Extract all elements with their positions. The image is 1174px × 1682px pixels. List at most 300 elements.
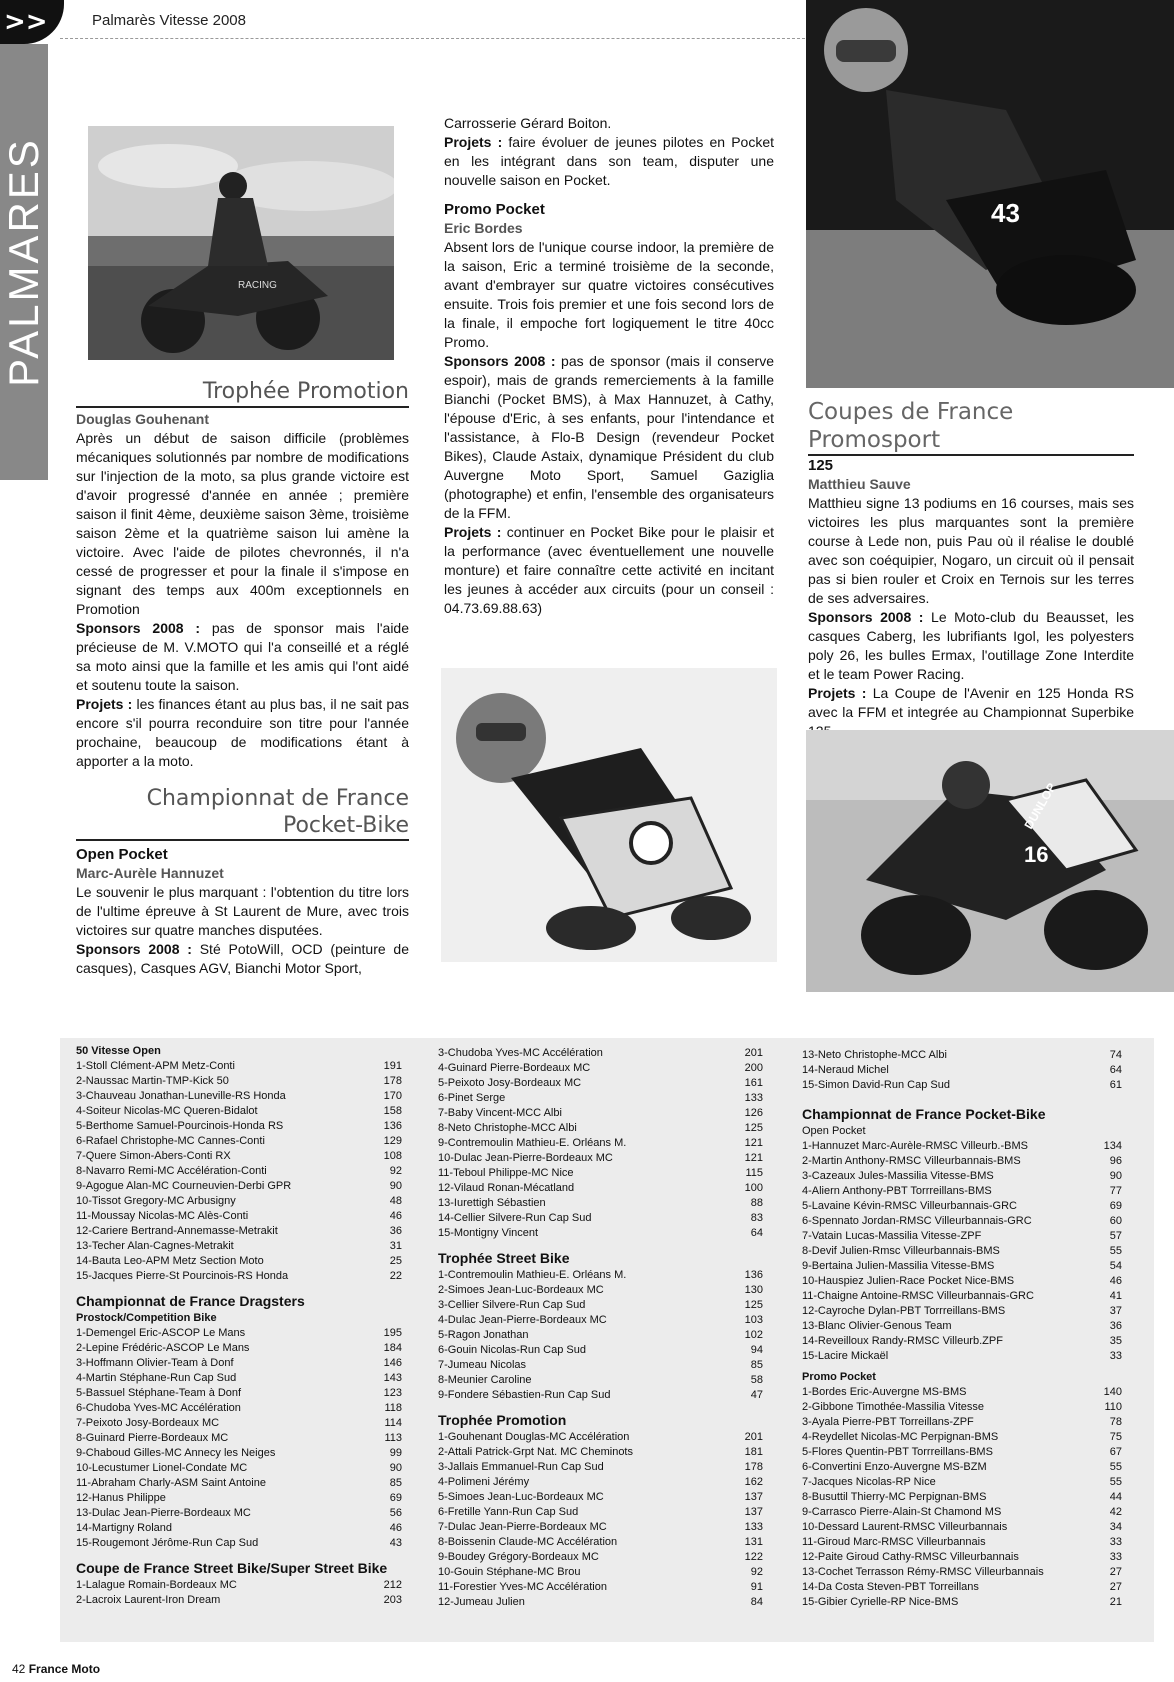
result-row [76, 1239, 402, 1254]
result-name: 11-Abraham Charly-ASM Saint Antoine [76, 1477, 266, 1489]
result-row [438, 1061, 763, 1076]
result-row [438, 1445, 763, 1460]
result-name: 14-Neraud Michel [802, 1064, 889, 1076]
result-points: 47 [750, 1389, 763, 1401]
result-row [438, 1595, 763, 1610]
result-points: 121 [744, 1137, 763, 1149]
result-row [802, 1595, 1122, 1610]
result-row [438, 1106, 763, 1121]
promosport-projets-text: La Coupe de l'Avenir en 125 Honda RS avec la FFM et integrée au Championnat Superbike [808, 685, 1134, 720]
result-points: 146 [383, 1357, 402, 1369]
result-name: 1-Bordes Eric-Auvergne MS-BMS [802, 1386, 967, 1398]
result-points: 64 [1109, 1064, 1122, 1076]
middle-projets2-paragraph [444, 523, 774, 618]
result-row [438, 1211, 763, 1226]
result-points: 33 [1109, 1551, 1122, 1563]
middle-projets-text: faire évoluer de jeunes pilotes en Pocket en les intégrant dans son team, disputer une nouvelle saison en Pocket. [444, 134, 775, 188]
result-points: 103 [744, 1314, 763, 1326]
result-name: 1-Gouhenant Douglas-MC Accélération [438, 1431, 630, 1443]
result-name: 4-Reydellet Nicolas-MC Perpignan-BMS [802, 1431, 999, 1443]
result-name: 14-Martigny Roland [76, 1522, 172, 1534]
result-row [76, 1578, 402, 1593]
result-points: 75 [1109, 1431, 1122, 1443]
result-points: 69 [1109, 1200, 1122, 1212]
result-row [802, 1565, 1122, 1580]
result-row [438, 1283, 763, 1298]
result-name: 6-Rafael Christophe-MC Cannes-Conti [76, 1135, 265, 1147]
promosport-sponsors-text: Le Moto-club du Beausset, les casques Caberg, les lubrifiants Igol, les polyesters poly 26, les bulles Ermax, l'outillage Zone Interdite et le team Power Racing. [808, 609, 1134, 682]
result-name: 12-Paite Giroud Cathy-RMSC Villeurbannais [802, 1551, 1019, 1563]
result-points: 41 [1109, 1290, 1122, 1302]
result-points: 92 [750, 1566, 763, 1578]
result-points: 31 [389, 1240, 402, 1252]
photo-promosport-drawing [806, 0, 1174, 388]
result-name: 2-Lacroix Laurent-Iron Dream [76, 1594, 221, 1606]
result-name: 5-Lavaine Kévin-RMSC Villeurbannais-GRC [802, 1200, 1017, 1212]
middle-sponsors-text: pas de sponsor (mais il conserve espoir), mais de grands remerciements à la famille Bianchi (Pocket BMS), à Max Hannuzet, à Cathy, l'épouse d'Eric, à ses enfants, pour l'intendance et l'assistance, à Flo-B Design (revendeur Pocket Bikes), Claude Astaix, dynamique Président du club Auvergne Moto Sport, Samuel Gaziglia (photographe) et enfin, l'ensemble des organisateurs de la FFM. [444, 353, 775, 521]
result-name: 15-Rougemont Jérôme-Run Cap Sud [76, 1537, 259, 1549]
result-row [802, 1154, 1122, 1169]
result-points: 133 [744, 1521, 763, 1533]
result-points: 61 [1109, 1079, 1122, 1091]
result-points: 46 [1109, 1275, 1122, 1287]
result-name: 7-Baby Vincent-MCC Albi [438, 1107, 562, 1119]
result-name: 9-Boudey Grégory-Bordeaux MC [438, 1551, 599, 1563]
result-points: 140 [1103, 1386, 1122, 1398]
open-pocket-list [802, 1139, 1122, 1364]
result-points: 143 [383, 1372, 402, 1384]
result-name: 8-Busuttil Thierry-MC Perpignan-BMS [802, 1491, 987, 1503]
result-name: 10-Hauspiez Julien-Race Pocket Nice-BMS [802, 1275, 1015, 1287]
result-row [438, 1076, 763, 1091]
result-row [438, 1298, 763, 1313]
trophee-promotion-results-title: Trophée Promotion [438, 1412, 567, 1428]
pocket-bike-results-title: Championnat de France Pocket-Bike [802, 1106, 1046, 1122]
street-bike-continued-list [802, 1048, 1122, 1093]
result-points: 131 [744, 1536, 763, 1548]
trophee-sponsors-paragraph [76, 619, 409, 695]
result-name: 8-Guinard Pierre-Bordeaux MC [76, 1432, 229, 1444]
result-points: 33 [1109, 1536, 1122, 1548]
result-name: 5-Simoes Jean-Luc-Bordeaux MC [438, 1491, 604, 1503]
result-row [802, 1580, 1122, 1595]
dragsters-list [76, 1326, 402, 1551]
photo-promosport-rider [806, 0, 1174, 388]
result-points: 108 [383, 1150, 402, 1162]
result-name: 2-Gibbone Timothée-Massilia Vitesse [802, 1401, 984, 1413]
middle-projets-paragraph [444, 133, 774, 190]
result-row [802, 1349, 1122, 1364]
result-row [76, 1194, 402, 1209]
result-row [76, 1371, 402, 1386]
photo-dragster-drawing [88, 126, 394, 360]
result-points: 33 [1109, 1350, 1122, 1362]
result-points: 130 [744, 1284, 763, 1296]
result-row [438, 1046, 763, 1061]
result-name: 4-Dulac Jean-Pierre-Bordeaux MC [438, 1314, 607, 1326]
result-name: 6-Spennato Jordan-RMSC Villeurbannais-GRC [802, 1215, 1032, 1227]
result-row [802, 1169, 1122, 1184]
result-name: 13-Techer Alan-Cagnes-Metrakit [76, 1240, 234, 1252]
trophee-promotion-list [438, 1430, 763, 1610]
photo-pocket-bike-drawing [441, 668, 777, 962]
results-column-2 [438, 1046, 763, 1610]
result-points: 34 [1109, 1521, 1122, 1533]
result-row [76, 1269, 402, 1284]
result-points: 64 [750, 1227, 763, 1239]
result-points: 184 [383, 1342, 402, 1354]
promosport-sponsors-label: Sponsors 2008 : [808, 609, 924, 625]
result-name: 6-Fretille Yann-Run Cap Sud [438, 1506, 579, 1518]
result-name: 12-Jumeau Julien [438, 1596, 525, 1608]
result-points: 122 [744, 1551, 763, 1563]
result-points: 60 [1109, 1215, 1122, 1227]
result-name: 3-Chudoba Yves-MC Accélération [438, 1047, 603, 1059]
photo-pocket-bike [441, 668, 777, 962]
result-row [802, 1550, 1122, 1565]
result-name: 4-Soiteur Nicolas-MC Queren-Bidalot [76, 1105, 258, 1117]
result-row [76, 1386, 402, 1401]
championnat-pocket-title [76, 785, 409, 841]
magazine-name: France Moto [28, 1662, 101, 1676]
result-points: 90 [1109, 1170, 1122, 1182]
result-points: 67 [1109, 1446, 1122, 1458]
result-name: 9-Chaboud Gilles-MC Annecy les Neiges [76, 1447, 276, 1459]
result-points: 46 [389, 1210, 402, 1222]
result-name: 5-Bassuel Stéphane-Team à Donf [76, 1387, 242, 1399]
result-points: 123 [383, 1387, 402, 1399]
result-name: 6-Gouin Nicolas-Run Cap Sud [438, 1344, 586, 1356]
result-name: 11-Chaigne Antoine-RMSC Villeurbannais-GRC [802, 1290, 1034, 1302]
result-row [76, 1179, 402, 1194]
promosport-category: 125 [808, 457, 834, 474]
result-points: 96 [1109, 1155, 1122, 1167]
result-row [802, 1475, 1122, 1490]
vitesse-open-title: 50 Vitesse Open [76, 1045, 161, 1057]
result-name: 1-Hannuzet Marc-Aurèle-RMSC Villeurb.-BMS [802, 1140, 1028, 1152]
result-name: 8-Neto Christophe-MCC Albi [438, 1122, 577, 1134]
result-name: 13-Neto Christophe-MCC Albi [802, 1049, 947, 1061]
result-row [438, 1550, 763, 1565]
result-points: 113 [384, 1432, 402, 1444]
result-name: 5-Berthome Samuel-Pourcinois-Honda RS [76, 1120, 284, 1132]
trophee-projets-text: les finances étant au plus bas, il ne sait pas encore s'il pourra reconduire son titre pour l'année prochaine, beaucoup de modifications étant à apporter a la moto. [76, 696, 410, 769]
result-name: 15-Jacques Pierre-St Pourcinois-RS Honda [76, 1270, 289, 1282]
result-points: 90 [389, 1462, 402, 1474]
dragsters-subtitle: Prostock/Competition Bike [76, 1312, 217, 1324]
open-pocket-rider: Marc-Aurèle Hannuzet [76, 865, 224, 881]
result-row [438, 1151, 763, 1166]
result-row [802, 1063, 1122, 1078]
result-row [802, 1184, 1122, 1199]
result-name: 13-Blanc Olivier-Genous Team [802, 1320, 952, 1332]
result-points: 178 [744, 1461, 763, 1473]
result-row [76, 1416, 402, 1431]
result-row [76, 1059, 402, 1074]
result-points: 78 [1109, 1416, 1122, 1428]
result-name: 12-Vilaud Ronan-Mécatland [438, 1182, 575, 1194]
result-points: 42 [1109, 1506, 1122, 1518]
header-divider [60, 38, 805, 39]
result-points: 91 [750, 1581, 763, 1593]
result-name: 4-Aliern Anthony-PBT Torrreillans-BMS [802, 1185, 992, 1197]
result-name: 9-Bertaina Julien-Massilia Vitesse-BMS [802, 1260, 995, 1272]
trophee-sponsors-label: Sponsors 2008 : [76, 620, 201, 636]
result-row [802, 1520, 1122, 1535]
promosport-rider: Matthieu Sauve [808, 476, 911, 492]
street-bike-cup-list [76, 1578, 402, 1608]
result-row [802, 1229, 1122, 1244]
section-tab: >> [0, 0, 64, 44]
promosport-projets-label: Projets : [808, 685, 867, 701]
page-header-title: Palmarès Vitesse 2008 [92, 12, 246, 29]
result-points: 58 [750, 1374, 763, 1386]
result-name: 1-Lalague Romain-Bordeaux MC [76, 1579, 237, 1591]
result-row [802, 1385, 1122, 1400]
result-points: 136 [383, 1120, 402, 1132]
result-name: 8-Devif Julien-Rmsc Villeurbannais-BMS [802, 1245, 1000, 1257]
promosport-title: Coupes de France Promosport [808, 398, 1134, 456]
result-name: 9-Contremoulin Mathieu-E. Orléans M. [438, 1137, 627, 1149]
result-row [76, 1401, 402, 1416]
result-name: 7-Vatain Lucas-Massilia Vitesse-ZPF [802, 1230, 982, 1242]
result-name: 1-Demengel Eric-ASCOP Le Mans [76, 1327, 246, 1339]
photo-dragster-launch [88, 126, 394, 360]
result-name: 13-Iurettigh Sébastien [438, 1197, 546, 1209]
result-name: 5-Peixoto Josy-Bordeaux MC [438, 1077, 582, 1089]
result-points: 83 [750, 1212, 763, 1224]
dragsters-title: Championnat de France Dragsters [76, 1293, 305, 1309]
result-row [76, 1506, 402, 1521]
result-points: 178 [383, 1075, 402, 1087]
result-name: 3-Cellier Silvere-Run Cap Sud [438, 1299, 586, 1311]
result-points: 137 [744, 1506, 763, 1518]
result-name: 10-Dulac Jean-Pierre-Bordeaux MC [438, 1152, 613, 1164]
page-number: 42 [12, 1662, 26, 1676]
result-name: 14-Cellier Silvere-Run Cap Sud [438, 1212, 592, 1224]
result-row [802, 1319, 1122, 1334]
result-row [76, 1119, 402, 1134]
result-points: 88 [750, 1197, 763, 1209]
result-points: 85 [389, 1477, 402, 1489]
result-row [802, 1274, 1122, 1289]
result-points: 100 [744, 1182, 763, 1194]
result-row [438, 1430, 763, 1445]
result-name: 3-Hoffmann Olivier-Team à Donf [76, 1357, 234, 1369]
result-name: 7-Dulac Jean-Pierre-Bordeaux MC [438, 1521, 607, 1533]
middle-projets2-text: continuer en Pocket Bike pour le plaisir et la performance (avec éventuellement une nouvelle monture) et faire connaître cette activité en incitant les jeunes à accéder aux circuits (pour un conseil : 04.73.69.88.63) [444, 524, 774, 616]
result-name: 15-Montigny Vincent [438, 1227, 539, 1239]
middle-sponsors-label: Sponsors 2008 : [444, 353, 556, 369]
result-points: 55 [1109, 1461, 1122, 1473]
result-row [802, 1445, 1122, 1460]
result-points: 110 [1104, 1401, 1122, 1413]
trophee-street-bike-list [438, 1268, 763, 1403]
result-points: 118 [384, 1402, 402, 1414]
result-points: 212 [383, 1579, 402, 1591]
result-points: 25 [389, 1255, 402, 1267]
result-row [438, 1388, 763, 1403]
result-name: 15-Simon David-Run Cap Sud [802, 1079, 950, 1091]
result-name: 10-Dessard Laurent-RMSC Villeurbannais [802, 1521, 1008, 1533]
result-points: 200 [744, 1062, 763, 1074]
result-row [438, 1565, 763, 1580]
result-row [438, 1328, 763, 1343]
result-name: 6-Convertini Enzo-Auvergne MS-BZM [802, 1461, 987, 1473]
result-points: 69 [389, 1492, 402, 1504]
promo-pocket-results-subtitle: Promo Pocket [802, 1371, 876, 1383]
result-name: 3-Chauveau Jonathan-Luneville-RS Honda [76, 1090, 286, 1102]
result-points: 84 [750, 1596, 763, 1608]
result-name: 1-Contremoulin Mathieu-E. Orléans M. [438, 1269, 627, 1281]
trophee-projets-label: Projets : [76, 696, 133, 712]
result-points: 90 [389, 1180, 402, 1192]
result-points: 114 [384, 1417, 402, 1429]
result-points: 21 [1109, 1596, 1122, 1608]
result-points: 136 [744, 1269, 763, 1281]
photo-bike-number-top: 43 [991, 198, 1020, 228]
open-pocket-sponsors-paragraph [76, 940, 409, 978]
result-row [76, 1593, 402, 1608]
championnat-pocket-title-line2: Pocket-Bike [282, 813, 409, 838]
result-row [802, 1259, 1122, 1274]
result-points: 43 [389, 1537, 402, 1549]
result-row [76, 1446, 402, 1461]
result-row [438, 1196, 763, 1211]
result-points: 133 [744, 1092, 763, 1104]
result-name: 5-Flores Quentin-PBT Torrreillans-BMS [802, 1446, 993, 1458]
result-name: 7-Jumeau Nicolas [438, 1359, 527, 1371]
result-points: 92 [389, 1165, 402, 1177]
result-name: 14-Da Costa Steven-PBT Torreillans [802, 1581, 979, 1593]
result-name: 4-Guinard Pierre-Bordeaux MC [438, 1062, 591, 1074]
result-row [802, 1244, 1122, 1259]
result-name: 1-Stoll Clément-APM Metz-Conti [76, 1060, 235, 1072]
result-row [802, 1400, 1122, 1415]
result-row [438, 1520, 763, 1535]
result-row [438, 1343, 763, 1358]
result-name: 9-Fondere Sébastien-Run Cap Sud [438, 1389, 611, 1401]
result-row [438, 1313, 763, 1328]
result-name: 3-Ayala Pierre-PBT Torreillans-ZPF [802, 1416, 974, 1428]
result-name: 13-Dulac Jean-Pierre-Bordeaux MC [76, 1507, 251, 1519]
result-row [802, 1490, 1122, 1505]
result-row [438, 1535, 763, 1550]
result-row [802, 1334, 1122, 1349]
result-name: 11-Giroud Marc-RMSC Villeurbannais [802, 1536, 986, 1548]
side-section-label: PALMARES [0, 137, 47, 387]
result-row [76, 1104, 402, 1119]
result-name: 10-Gouin Stéphane-MC Brou [438, 1566, 581, 1578]
result-name: 2-Simoes Jean-Luc-Bordeaux MC [438, 1284, 604, 1296]
result-row [76, 1149, 402, 1164]
middle-sponsors-paragraph [444, 352, 774, 523]
result-points: 137 [744, 1491, 763, 1503]
result-name: 4-Polimeni Jérémy [438, 1476, 530, 1488]
result-row [438, 1358, 763, 1373]
middle-projets2-label: Projets : [444, 524, 502, 540]
result-row [76, 1074, 402, 1089]
result-row [802, 1289, 1122, 1304]
result-name: 15-Gibier Cyrielle-RP Nice-BMS [802, 1596, 959, 1608]
result-row [76, 1536, 402, 1551]
result-points: 125 [744, 1299, 763, 1311]
left-column [76, 378, 409, 978]
result-points: 115 [745, 1167, 763, 1179]
result-row [76, 1356, 402, 1371]
photo-jersey-text: DUNLOP [1021, 780, 1059, 832]
carrosserie-text: Carrosserie Gérard Boiton. [444, 115, 612, 131]
result-row [802, 1048, 1122, 1063]
result-row [438, 1166, 763, 1181]
result-name: 14-Reveilloux Randy-RMSC Villeurb.ZPF [802, 1335, 1003, 1347]
result-row [438, 1460, 763, 1475]
result-name: 2-Lepine Frédéric-ASCOP Le Mans [76, 1342, 250, 1354]
result-name: 12-Cayroche Dylan-PBT Torrreillans-BMS [802, 1305, 1006, 1317]
result-points: 102 [744, 1329, 763, 1341]
result-points: 201 [744, 1047, 763, 1059]
result-row [76, 1134, 402, 1149]
result-name: 10-Lecustumer Lionel-Condate MC [76, 1462, 248, 1474]
result-row [802, 1430, 1122, 1445]
promo-pocket-list [802, 1385, 1122, 1610]
street-bike-cup-title: Coupe de France Street Bike/Super Street Bike [76, 1560, 388, 1576]
result-points: 46 [389, 1522, 402, 1534]
result-points: 94 [750, 1344, 763, 1356]
result-points: 35 [1109, 1335, 1122, 1347]
result-name: 11-Moussay Nicolas-MC Alès-Conti [76, 1210, 249, 1222]
result-name: 15-Lacire Mickaël [802, 1350, 889, 1362]
result-points: 162 [744, 1476, 763, 1488]
result-name: 13-Cochet Terrasson Rémy-RMSC Villeurbannais [802, 1566, 1044, 1578]
result-name: 7-Jacques Nicolas-RP Nice [802, 1476, 936, 1488]
result-row [802, 1199, 1122, 1214]
result-name: 7-Quere Simon-Abers-Conti RX [76, 1150, 231, 1162]
result-points: 54 [1109, 1260, 1122, 1272]
result-points: 121 [744, 1152, 763, 1164]
trophee-promotion-text: Après un début de saison difficile (problèmes mécaniques solutionnés par nombre de modifications sur l'injection de la moto, sa plus grande victoire est d'avoir progressé d'année en année ; première saison il finit 4ème, deuxième saison 3ème, troisième saison 2ème et la quatrième saison lui amène la victoire. Avec l'aide de pilotes chevronnés, il n'a cessé de progresser et pour la finale il s'impose en signant des temps aux 400m exceptionnels en Promotion [76, 430, 409, 617]
result-row [438, 1121, 763, 1136]
vitesse-open-list [76, 1059, 402, 1284]
promosport-sponsors-paragraph [808, 608, 1134, 684]
middle-projets-label: Projets : [444, 134, 503, 150]
championnat-pocket-title-line1: Championnat de France [146, 786, 409, 811]
result-row [438, 1226, 763, 1241]
result-row [802, 1214, 1122, 1229]
street-cup-continued-list [438, 1046, 763, 1241]
result-points: 37 [1109, 1305, 1122, 1317]
trophee-street-bike-title: Trophée Street Bike [438, 1250, 570, 1266]
photo-125-drawing [806, 730, 1174, 992]
result-points: 181 [744, 1446, 763, 1458]
result-name: 8-Meunier Caroline [438, 1374, 532, 1386]
trophee-projets-paragraph [76, 695, 409, 771]
result-name: 14-Bauta Leo-APM Metz Section Moto [76, 1255, 264, 1267]
result-row [802, 1139, 1122, 1154]
result-name: 8-Boissenin Claude-MC Accélération [438, 1536, 618, 1548]
result-points: 195 [383, 1327, 402, 1339]
result-row [438, 1505, 763, 1520]
result-points: 85 [750, 1359, 763, 1371]
result-row [76, 1476, 402, 1491]
result-row [76, 1164, 402, 1179]
result-row [76, 1224, 402, 1239]
result-points: 55 [1109, 1245, 1122, 1257]
result-points: 77 [1109, 1185, 1122, 1197]
result-points: 44 [1109, 1491, 1122, 1503]
result-name: 10-Tissot Gregory-MC Arbusigny [76, 1195, 236, 1207]
result-row [438, 1475, 763, 1490]
